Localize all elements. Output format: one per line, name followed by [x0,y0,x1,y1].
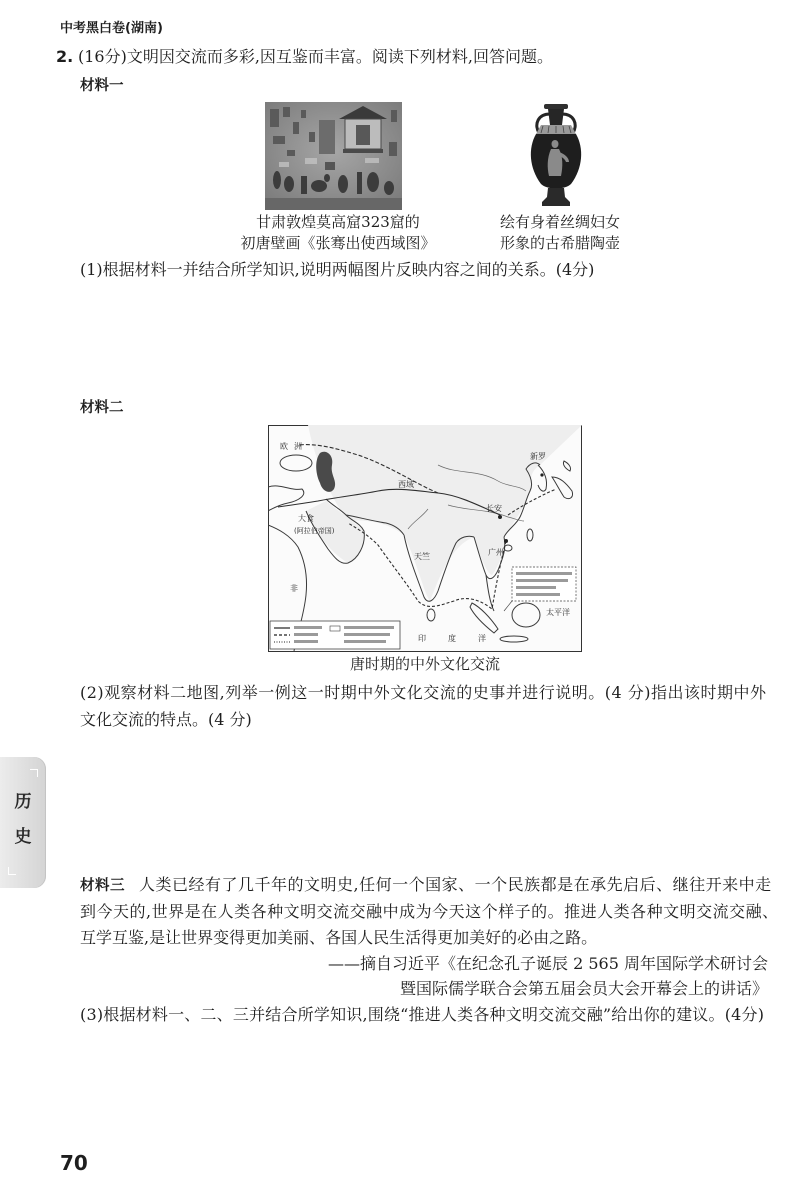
map-label: 太平洋 [546,608,570,617]
figure2-caption-line2: 形象的古希腊陶壶 [499,234,620,252]
question-intro: (16分)文明因交流而多彩,因互鉴而丰富。阅读下列材料,回答问题。 [78,47,554,66]
subject-char-1: 历 [14,792,32,812]
material1-label: 材料一 [80,78,124,94]
header-title: 中考黑白卷(湖南) [60,21,163,36]
vase-rim [544,104,568,109]
question-number: 2. [56,47,74,66]
vase-foot [542,188,570,206]
tab-corner-mark [8,867,16,875]
material3-text: 人类已经有了几千年的文明史,任何一个国家、一个民族都是在承先启后、继往开来中走 [139,875,772,894]
mural-pillar [319,120,335,154]
figure1-caption-line2: 初唐壁画《张骞出使西域图》 [240,234,436,252]
map-legend [270,621,400,649]
map-label: 大食 [298,514,314,523]
map-image [268,425,582,652]
mural-bottom-band [265,198,402,210]
map-label: (阿拉伯帝国) [294,527,335,535]
subject-char-2: 史 [14,827,32,847]
figure2-caption-line1: 绘有身着丝绸妇女 [499,213,620,231]
material3-line3: 互学互鉴,是让世界变得更加美丽、各国人民生活得更加美好的必由之路。 [80,928,598,947]
map-label: 长安 [486,504,502,513]
sub-question-1: (1)根据材料一并结合所学知识,说明两幅图片反映内容之间的关系。(4分) [80,260,595,279]
sub-question-2-line2: 文化交流的特点。(4 分) [80,710,252,729]
sub-question-2-line1: (2)观察材料二地图,列举一例这一时期中外文化交流的史事并进行说明。(4 分)指出该时期中外 [80,683,767,702]
figure1-caption-line1: 甘肃敦煌莫高窟323窟的 [256,213,420,231]
vase-image [525,102,587,208]
map-label: 洲 [294,442,302,451]
map-label: 广州 [488,548,504,557]
map-label: 欧 [280,442,288,451]
material3-label: 材料三 [80,878,125,894]
material2-label: 材料二 [80,400,124,416]
map-label: 天竺 [414,552,430,561]
map-label: 西域 [398,480,414,489]
material3-line1 [80,875,772,896]
sub-question-3: (3)根据材料一、二、三并结合所学知识,围绕“推进人类各种文明交流交融”给出你的建议。(4分) [80,1005,765,1024]
mural-image [265,102,402,210]
material3-source-line2: 暨国际儒学联合会第五届会员大会开幕会上的讲话》 [399,979,768,998]
material3-source-line1: ——摘自习近平《在纪念孔子诞辰 2 565 周年国际学术研讨会 [328,954,768,973]
page-number: 70 [60,1151,88,1175]
map-label: 非 [290,584,298,593]
map-label: 新罗 [530,452,546,461]
tab-corner-mark [30,769,38,777]
material3-line2: 到今天的,世界是在人类各种文明交流交融中成为今天这个样子的。推进人类各种文明交流交融、 [80,902,779,921]
vase-neck [548,109,564,125]
subject-side-tab [0,757,46,888]
map-label: 印度洋 [418,634,508,643]
map-caption: 唐时期的中外文化交流 [349,655,500,673]
